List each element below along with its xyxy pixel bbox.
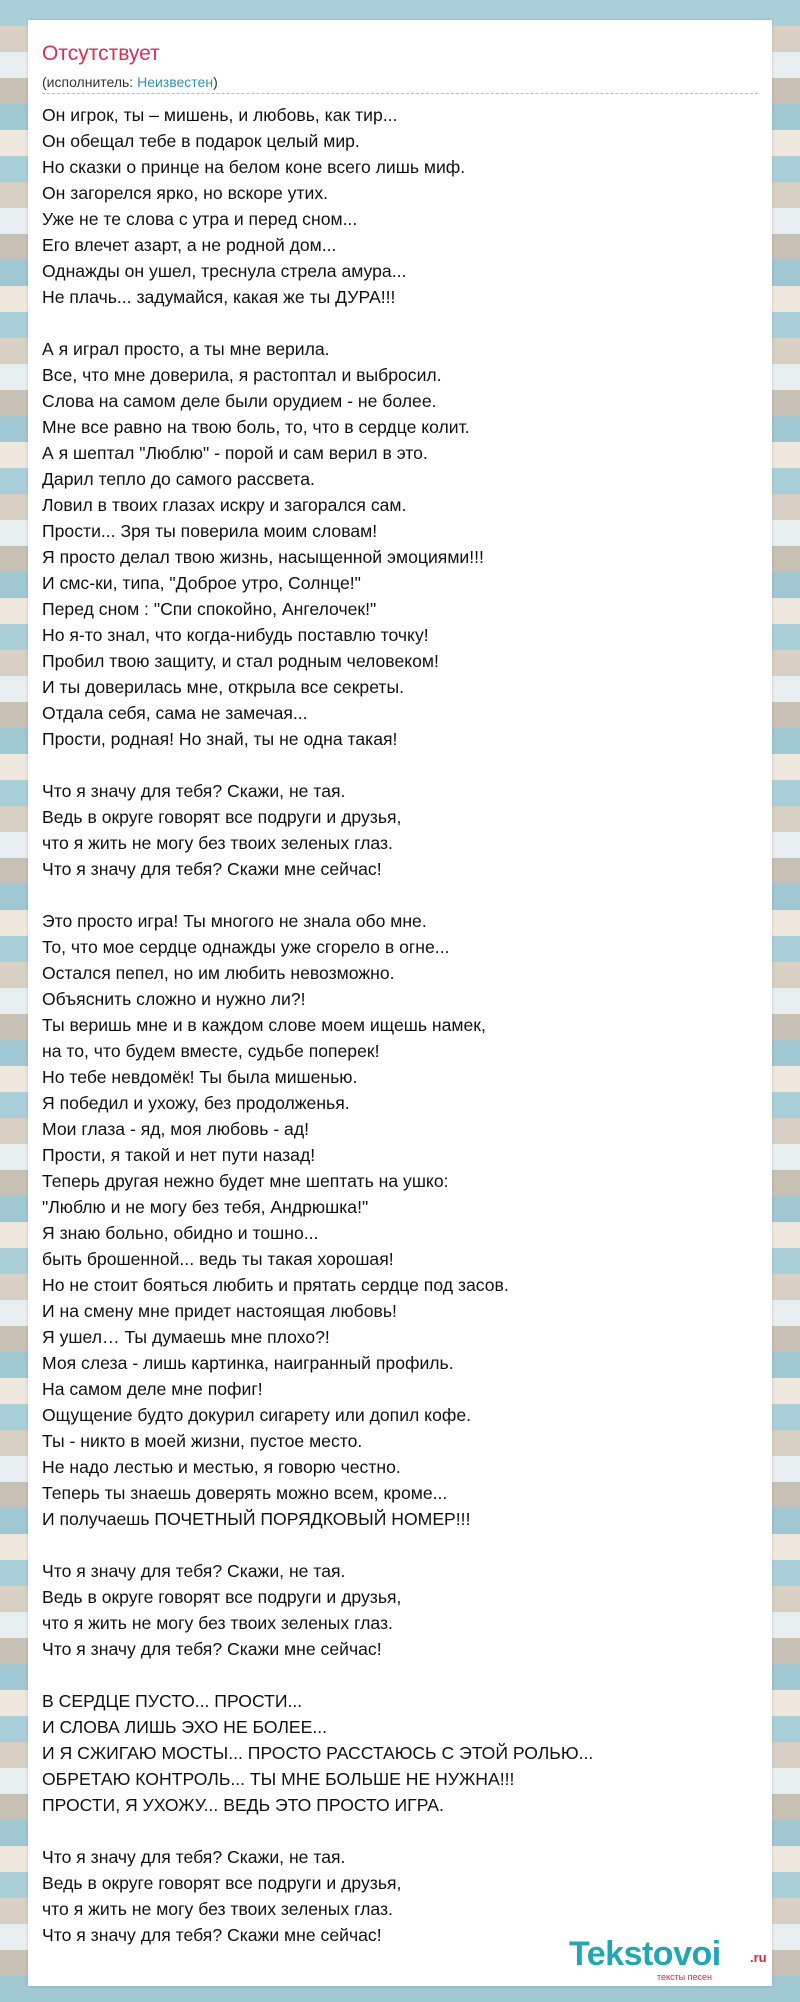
lyric-line: Что я значу для тебя? Скажи мне сейчас! bbox=[42, 1925, 382, 1945]
lyric-line: Остался пепел, но им любить невозможно. bbox=[42, 963, 395, 983]
lyric-line: что я жить не могу без твоих зеленых глаз. bbox=[42, 1613, 393, 1633]
lyric-line: И на смену мне придет настоящая любовь! bbox=[42, 1301, 397, 1321]
lyric-line: И Я СЖИГАЮ МОСТЫ... ПРОСТО РАССТАЮСЬ С ЭТОЙ РОЛЬЮ... bbox=[42, 1743, 594, 1763]
artist-suffix: ) bbox=[213, 74, 218, 90]
lyric-line: Моя слеза - лишь картинка, наигранный профиль. bbox=[42, 1353, 454, 1373]
stanza-break bbox=[42, 1532, 758, 1558]
lyric-line: Что я значу для тебя? Скажи, не тая. bbox=[42, 1847, 346, 1867]
lyric-line: А я играл просто, а ты мне верила. bbox=[42, 339, 330, 359]
lyric-line: Но тебе невдомёк! Ты была мишенью. bbox=[42, 1067, 358, 1087]
stanza-break bbox=[42, 1818, 758, 1844]
lyric-line: Прости, родная! Но знай, ты не одна такая! bbox=[42, 729, 398, 749]
lyric-line: Пробил твою защиту, и стал родным человеком! bbox=[42, 651, 439, 671]
lyric-line: Ловил в твоих глазах искру и загорался сам. bbox=[42, 495, 407, 515]
lyric-line: Теперь другая нежно будет мне шептать на ушко: bbox=[42, 1171, 449, 1191]
lyric-line: И смс-ки, типа, "Доброе утро, Солнце!" bbox=[42, 573, 361, 593]
lyric-line: То, что мое сердце однажды уже сгорело в огне... bbox=[42, 937, 450, 957]
lyric-line: Все, что мне доверила, я растоптал и выбросил. bbox=[42, 365, 442, 385]
lyric-line: Не плачь... задумайся, какая же ты ДУРА!!! bbox=[42, 287, 396, 307]
lyric-line: Однажды он ушел, треснула стрела амура... bbox=[42, 261, 407, 281]
title-divider bbox=[42, 93, 758, 94]
lyric-line: Но не стоит бояться любить и прятать сердце под засов. bbox=[42, 1275, 509, 1295]
stanza-break bbox=[42, 1662, 758, 1688]
lyric-line: Объяснить сложно и нужно ли?! bbox=[42, 989, 306, 1009]
logo-name: Tekstovoi bbox=[569, 1935, 721, 1973]
lyric-line: Ты веришь мне и в каждом слове моем ищешь намек, bbox=[42, 1015, 486, 1035]
logo-tld: .ru bbox=[750, 1950, 767, 1965]
lyric-line: Я просто делал твою жизнь, насыщенной эмоциями!!! bbox=[42, 547, 484, 567]
lyric-line: Ведь в округе говорят все подруги и друзья, bbox=[42, 1587, 402, 1607]
lyric-line: Прости, я такой и нет пути назад! bbox=[42, 1145, 316, 1165]
lyric-line: Но сказки о принце на белом коне всего лишь миф. bbox=[42, 157, 466, 177]
lyric-line: Но я-то знал, что когда-нибудь поставлю точку! bbox=[42, 625, 429, 645]
lyric-line: И получаешь ПОЧЕТНЫЙ ПОРЯДКОВЫЙ НОМЕР!!! bbox=[42, 1509, 471, 1529]
lyric-line: Его влечет азарт, а не родной дом... bbox=[42, 235, 337, 255]
lyric-line: Мои глаза - яд, моя любовь - ад! bbox=[42, 1119, 309, 1139]
lyric-line: Что я значу для тебя? Скажи, не тая. bbox=[42, 1561, 346, 1581]
stanza-break bbox=[42, 882, 758, 908]
lyric-line: Я победил и ухожу, без продолженья. bbox=[42, 1093, 350, 1113]
lyric-line: А я шептал "Люблю" - порой и сам верил в это. bbox=[42, 443, 428, 463]
lyric-line: ПРОСТИ, Я УХОЖУ... ВЕДЬ ЭТО ПРОСТО ИГРА. bbox=[42, 1795, 444, 1815]
lyric-line: что я жить не могу без твоих зеленых глаз. bbox=[42, 833, 393, 853]
lyric-line: Ты - никто в моей жизни, пустое место. bbox=[42, 1431, 363, 1451]
lyric-line: Он загорелся ярко, но вскоре утих. bbox=[42, 183, 329, 203]
artist-link[interactable]: Неизвестен bbox=[137, 74, 214, 90]
lyric-line: Что я значу для тебя? Скажи мне сейчас! bbox=[42, 1639, 382, 1659]
lyric-line: Перед сном : "Спи спокойно, Ангелочек!" bbox=[42, 599, 377, 619]
lyric-line: Что я значу для тебя? Скажи, не тая. bbox=[42, 781, 346, 801]
stanza-break bbox=[42, 752, 758, 778]
lyric-line: Ведь в округе говорят все подруги и друзья, bbox=[42, 807, 402, 827]
site-logo[interactable] bbox=[569, 1934, 769, 1982]
lyric-line: И СЛОВА ЛИШЬ ЭХО НЕ БОЛЕЕ... bbox=[42, 1717, 328, 1737]
logo-tagline: тексты песен bbox=[657, 1972, 713, 1982]
artist-line bbox=[42, 74, 218, 90]
lyric-line: Прости... Зря ты поверила моим словам! bbox=[42, 521, 378, 541]
lyric-line: что я жить не могу без твоих зеленых глаз. bbox=[42, 1899, 393, 1919]
lyric-line: На самом деле мне пофиг! bbox=[42, 1379, 263, 1399]
stanza-break bbox=[42, 310, 758, 336]
lyric-line: Я ушел… Ты думаешь мне плохо?! bbox=[42, 1327, 330, 1347]
lyric-line: на то, что будем вместе, судьбе поперек! bbox=[42, 1041, 380, 1061]
lyrics-card bbox=[28, 20, 772, 1986]
lyric-line: Он игрок, ты – мишень, и любовь, как тир... bbox=[42, 105, 398, 125]
lyric-line: Он обещал тебе в подарок целый мир. bbox=[42, 131, 360, 151]
lyric-line: Дарил тепло до самого рассвета. bbox=[42, 469, 315, 489]
lyrics-text bbox=[42, 102, 758, 1948]
lyric-line: Не надо лестью и местью, я говорю честно. bbox=[42, 1457, 401, 1477]
lyric-line: Теперь ты знаешь доверять можно всем, кроме... bbox=[42, 1483, 448, 1503]
lyric-line: "Люблю и не могу без тебя, Андрюшка!" bbox=[42, 1197, 369, 1217]
lyric-line: Мне все равно на твою боль, то, что в сердце колит. bbox=[42, 417, 470, 437]
lyric-line: В СЕРДЦЕ ПУСТО... ПРОСТИ... bbox=[42, 1691, 303, 1711]
lyric-line: Отдала себя, сама не замечая... bbox=[42, 703, 308, 723]
lyric-line: Ощущение будто докурил сигарету или допил кофе. bbox=[42, 1405, 472, 1425]
song-title: Отсутствует bbox=[42, 42, 160, 65]
lyric-line: Слова на самом деле были орудием - не более. bbox=[42, 391, 437, 411]
lyric-line: Уже не те слова с утра и перед сном... bbox=[42, 209, 358, 229]
lyric-line: Ведь в округе говорят все подруги и друзья, bbox=[42, 1873, 402, 1893]
lyric-line: Это просто игра! Ты многого не знала обо мне. bbox=[42, 911, 427, 931]
lyric-line: ОБРЕТАЮ КОНТРОЛЬ... ТЫ МНЕ БОЛЬШЕ НЕ НУЖНА!!! bbox=[42, 1769, 515, 1789]
lyric-line: Я знаю больно, обидно и тошно... bbox=[42, 1223, 319, 1243]
lyric-line: И ты доверилась мне, открыла все секреты. bbox=[42, 677, 404, 697]
lyric-line: Что я значу для тебя? Скажи мне сейчас! bbox=[42, 859, 382, 879]
lyric-line: быть брошенной... ведь ты такая хорошая! bbox=[42, 1249, 394, 1269]
artist-prefix: (исполнитель: bbox=[42, 74, 138, 90]
